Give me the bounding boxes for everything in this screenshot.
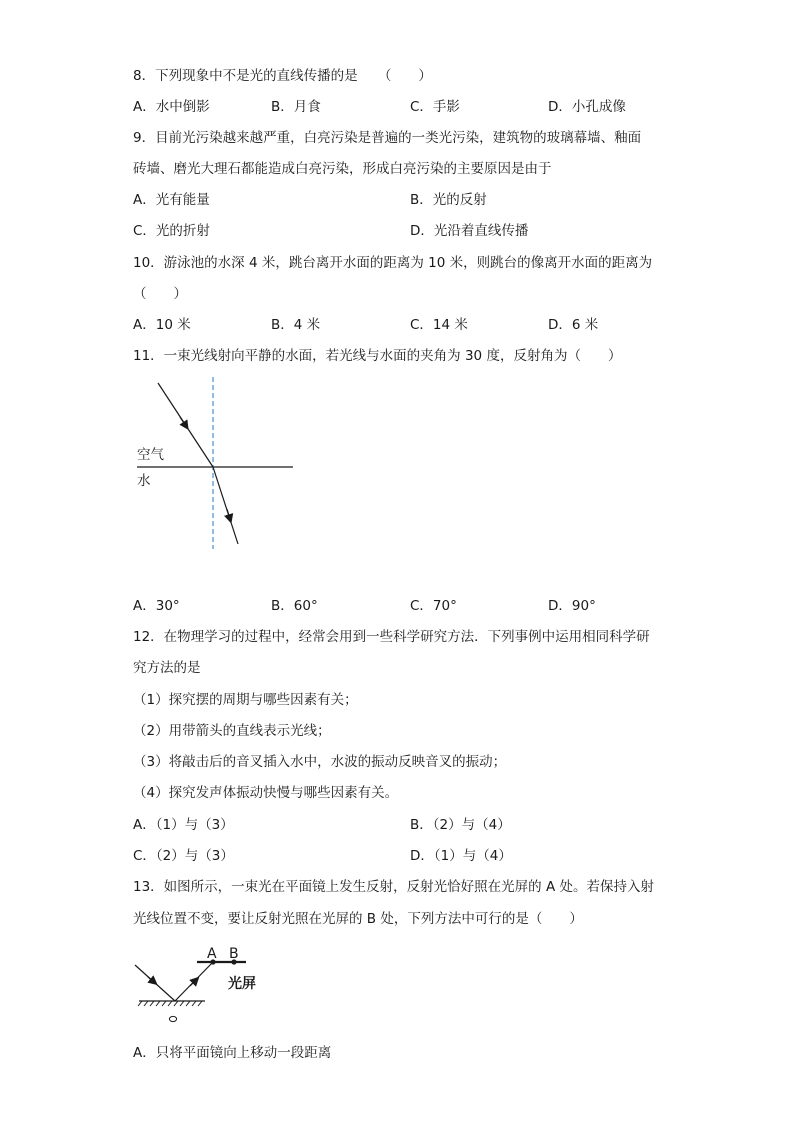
q9-option-d: D．光沿着直线传播 <box>410 223 529 239</box>
point-a-label: A <box>207 946 217 962</box>
q9-option-b: B．光的反射 <box>410 192 487 208</box>
q12-item-2: （2）用带箭头的直线表示光线； <box>133 723 331 739</box>
q13-stem-line1: 13．如图所示，一束光在平面镜上发生反射，反射光恰好照在光屏的 A 处。若保持入射 <box>133 879 654 895</box>
q8-option-c: C．手影 <box>410 99 460 115</box>
refraction-figure <box>130 375 300 555</box>
refracted-ray <box>213 467 238 544</box>
q8-option-a: A．水中倒影 <box>133 99 210 115</box>
q11-stem: 11．一束光线射向平静的水面，若光线与水面的夹角为 30 度，反射角为（ ） <box>133 348 622 364</box>
q11-option-b: B．60° <box>271 598 318 614</box>
q12-option-b: B．（2）与（4） <box>410 817 511 833</box>
q10-option-c: C．14 米 <box>410 317 468 333</box>
q8-option-d: D．小孔成像 <box>548 99 626 115</box>
q12-item-3: （3）将敲击后的音叉插入水中，水波的振动反映音叉的振动； <box>133 754 507 770</box>
q10-option-b: B．4 米 <box>271 317 321 333</box>
point-o-marker <box>169 1016 176 1021</box>
q10-option-d: D．6 米 <box>548 317 599 333</box>
point-b-label: B <box>229 946 239 962</box>
q9-option-a: A．光有能量 <box>133 192 210 208</box>
q10-stem-line2: （ ） <box>133 286 187 302</box>
q12-stem-line1: 12．在物理学习的过程中，经常会用到一些科学研究方法．下列事例中运用相同科学研 <box>133 629 650 645</box>
q12-item-1: （1）探究摆的周期与哪些因素有关； <box>133 692 358 708</box>
q10-option-a: A．10 米 <box>133 317 191 333</box>
q11-option-c: C．70° <box>410 598 457 614</box>
incident-ray <box>135 965 175 1001</box>
q11-option-a: A．30° <box>133 598 180 614</box>
q12-option-a: A．（1）与（3） <box>133 817 234 833</box>
q12-option-c: C．（2）与（3） <box>133 848 234 864</box>
q9-option-c: C．光的折射 <box>133 223 210 239</box>
q10-stem-line1: 10．游泳池的水深 4 米，跳台离开水面的距离为 10 米，则跳台的像离开水面的距离为 <box>133 255 653 271</box>
reflected-ray-arrow <box>190 980 196 986</box>
q8-option-b: B．月食 <box>271 99 321 115</box>
q8-stem: 8．下列现象中不是光的直线传播的是 （ ） <box>133 68 432 84</box>
screen-label: 光屏 <box>228 976 256 992</box>
mirror-hatching <box>138 1001 202 1006</box>
refracted-ray-arrow <box>227 509 230 519</box>
q12-stem-line2: 究方法的是 <box>133 660 201 676</box>
q11-option-d: D．90° <box>548 598 596 614</box>
mirror-reflection-figure <box>130 940 290 1025</box>
q9-stem-line2: 砖墙、磨光大理石都能造成白亮污染，形成白亮污染的主要原因是由于 <box>133 161 552 177</box>
q13-option-a: A．只将平面镜向上移动一段距离 <box>133 1045 332 1061</box>
incident-ray-arrow <box>148 977 154 982</box>
q13-stem-line2: 光线位置不变，要让反射光照在光屏的 B 处，下列方法中可行的是（ ） <box>133 911 583 927</box>
q12-option-d: D．（1）与（4） <box>410 848 512 864</box>
q9-stem-line1: 9．目前光污染越来越严重，白亮污染是普遍的一类光污染，建筑物的玻璃幕墙、釉面 <box>133 130 642 146</box>
water-label: 水 <box>137 473 151 489</box>
incident-ray-arrow <box>180 417 186 426</box>
air-label: 空气 <box>137 447 164 463</box>
q12-item-4: （4）探究发声体振动快慢与哪些因素有关。 <box>133 785 399 801</box>
